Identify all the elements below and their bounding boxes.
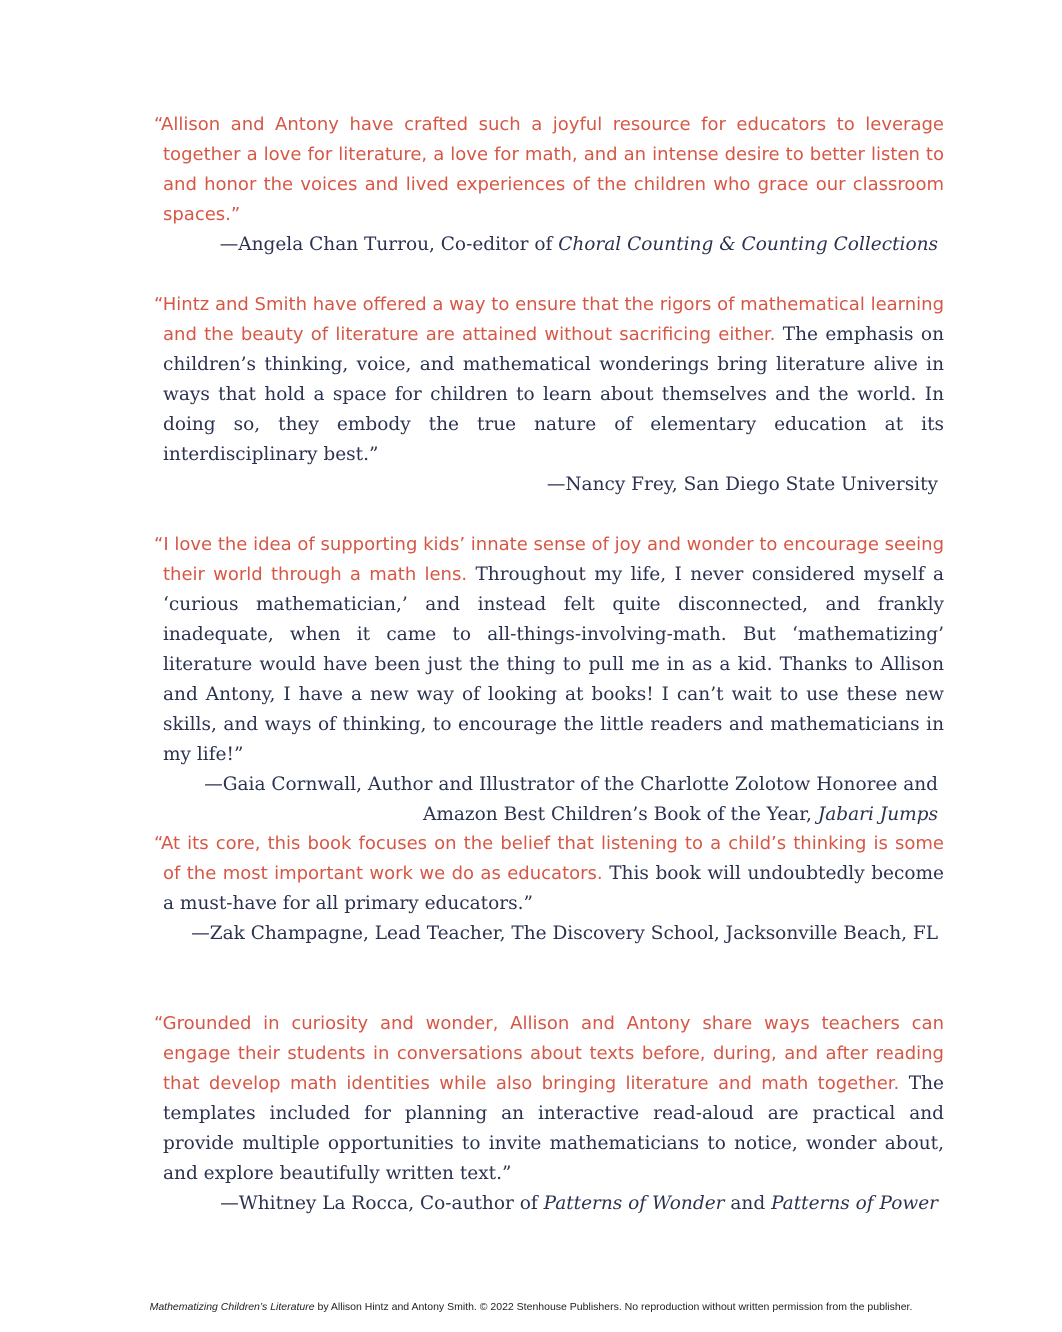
- testimonial-body: The templates included for planning an interactive read-aloud are practical and provide multiple opportunities to invite mathematicians to notice, wonder about, and explore beautifully written text.”: [163, 1073, 944, 1184]
- testimonial-body: This book will undoubtedly become a must-have for all primary educators.”: [163, 863, 944, 914]
- testimonial-lead: “Hintz and Smith have offered a way to ensure that the rigors of mathematical learning and the beauty of literature are attained without sacrificing either.: [154, 294, 944, 345]
- testimonial-lead: “At its core, this book focuses on the belief that listening to a child’s thinking is some of the most important work we do as educators.: [154, 833, 944, 884]
- attribution-text: Amazon Best Children’s Book of the Year,: [422, 804, 818, 825]
- testimonial-body: The emphasis on children’s thinking, voice, and mathematical wonderings bring literature alive in ways that hold a space for children to learn about themselves and the world. In doing so, they embody the true nature of elementary education at its interdisciplinary best.”: [163, 324, 944, 465]
- testimonial-5: [154, 1009, 944, 1219]
- testimonial-1: [154, 110, 944, 260]
- testimonial-attribution: [154, 770, 944, 800]
- testimonial-quote: [154, 530, 944, 770]
- testimonial-quote: [154, 290, 944, 470]
- book-title: Patterns of Wonder: [543, 1193, 725, 1214]
- attribution-text: —Whitney La Rocca, Co-author of: [220, 1193, 544, 1214]
- testimonial-quote: [154, 1009, 944, 1189]
- testimonial-attribution: [154, 800, 944, 830]
- testimonial-attribution: [154, 230, 944, 260]
- attribution-text: —Angela Chan Turrou, Co-editor of: [219, 234, 559, 255]
- attribution-text: —Gaia Cornwall, Author and Illustrator of the Charlotte Zolotow Honoree and: [204, 774, 938, 795]
- testimonial-attribution: [154, 919, 944, 949]
- testimonial-body: Throughout my life, I never considered myself a ‘curious mathematician,’ and instead felt quite disconnected, and frankly inadequate, when it came to all-things-involving-math. But ‘mathematizing’ literature would have been just the thing to pull me in as a kid. Thanks to Allison and Antony, I have a new way of looking at books! I can’t wait to use these new skills, and ways of thinking, to encourage the little readers and mathematicians in my life!”: [163, 564, 944, 765]
- attribution-text: and: [724, 1193, 772, 1214]
- testimonial-attribution: [154, 470, 944, 500]
- footer-book-title: Mathematizing Children’s Literature: [149, 1301, 315, 1313]
- attribution-text: —Nancy Frey, San Diego State University: [546, 474, 938, 495]
- testimonial-4: [154, 829, 944, 949]
- testimonial-3: [154, 530, 944, 830]
- book-title: Patterns of Power: [771, 1193, 938, 1214]
- attribution-text: —Zak Champagne, Lead Teacher, The Discovery School, Jacksonville Beach, FL: [191, 923, 938, 944]
- book-title: Choral Counting & Counting Collections: [558, 234, 938, 255]
- testimonial-lead: “Grounded in curiosity and wonder, Allison and Antony share ways teachers can engage their students in conversations about texts before, during, and after reading that develop math identities while also bringing literature and math together.: [154, 1013, 944, 1094]
- testimonial-lead: “I love the idea of supporting kids’ innate sense of joy and wonder to encourage seeing their world through a math lens.: [154, 534, 944, 585]
- book-title: Jabari Jumps: [817, 804, 938, 825]
- footer-text: by Allison Hintz and Antony Smith. © 2022 Stenhouse Publishers. No reproduction without written permission from the publisher.: [314, 1301, 913, 1313]
- testimonial-lead: “Allison and Antony have crafted such a joyful resource for educators to leverage together a love for literature, a love for math, and an intense desire to better listen to and honor the voices and lived experiences of the children who grace our classroom spaces.”: [154, 114, 944, 225]
- copyright-footer: [0, 1301, 1062, 1313]
- testimonial-quote: [154, 110, 944, 230]
- testimonial-attribution: [154, 1189, 944, 1219]
- testimonial-2: [154, 290, 944, 500]
- testimonial-quote: [154, 829, 944, 919]
